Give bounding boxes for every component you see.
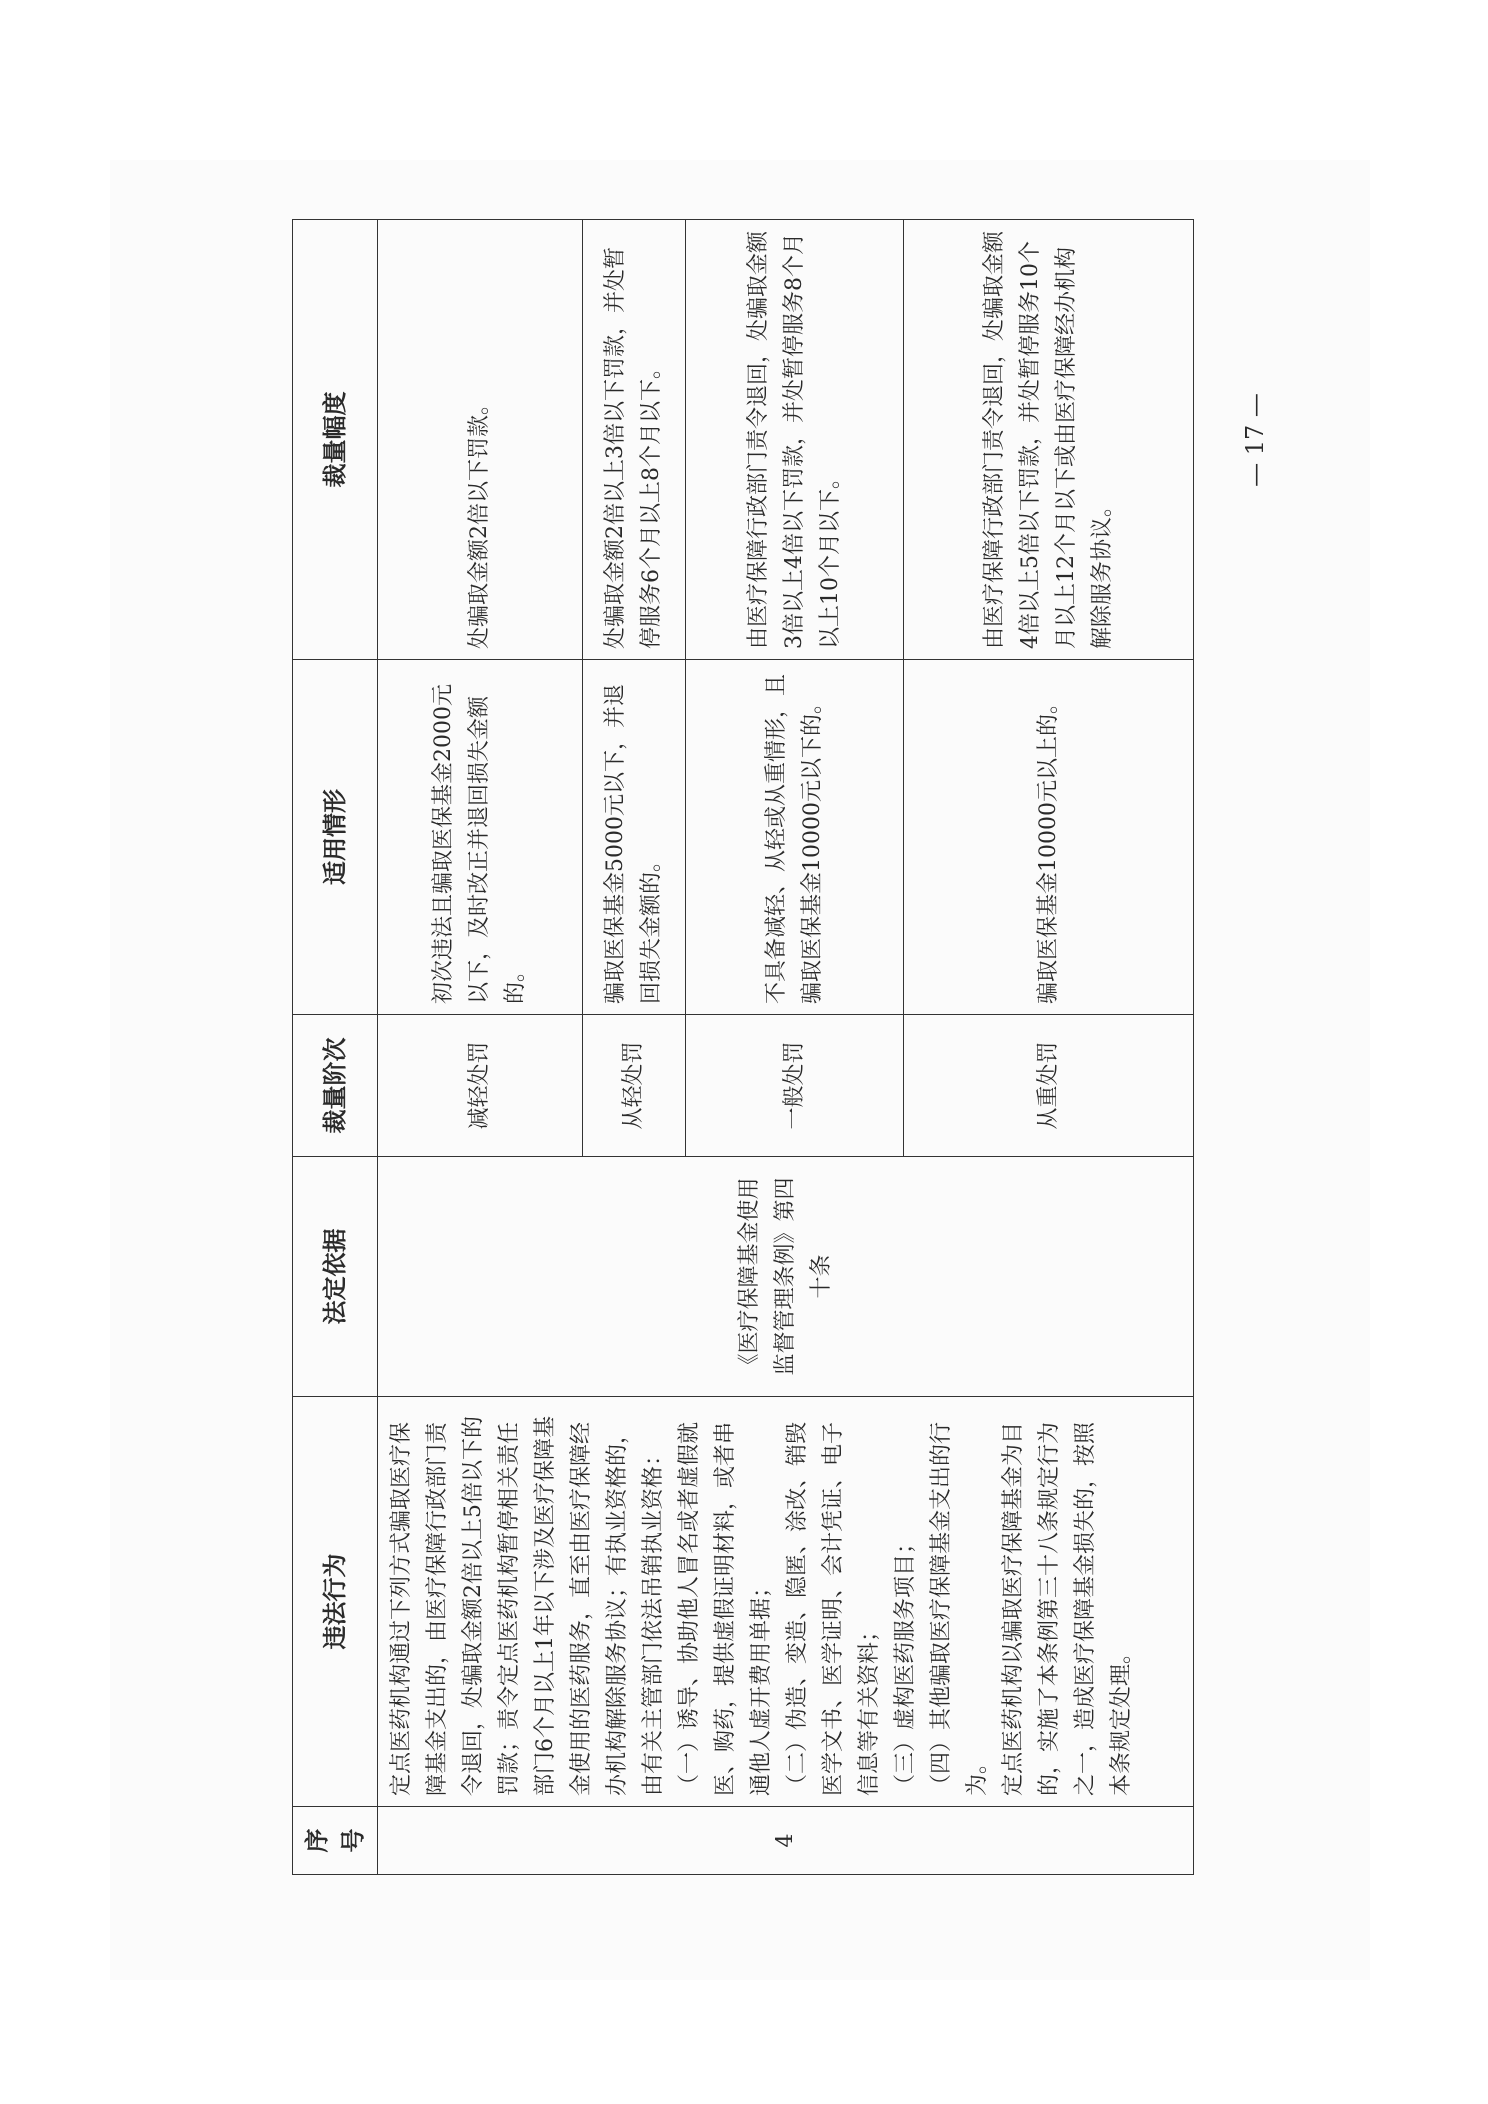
row-seq: 4 [378,1807,1194,1875]
act-paragraph: （三）虚构医药服务项目； [893,1531,918,1796]
act-paragraph: 定点医药机构以骗取医疗保障基金为目的，实施了本条例第三十八条规定行为之一，造成医疗保障基金损失的，按照本条规定处理。 [1001,1421,1134,1796]
legal-basis: 《医疗保障基金使用监督管理条例》第四十条 [378,1157,1194,1397]
situation-aggravated: 骗取医保基金10000元以上的。 [904,660,1194,1015]
range-aggravated: 由医疗保障行政部门责令退回，处骗取金额4倍以上5倍以下罚款，并处暂停服务10个月以上12个月以下或由医疗保障经办机构解除服务协议。 [904,220,1194,660]
header-act: 违法行为 [293,1397,378,1807]
situation-general: 不具备减轻、从轻或从重情形，且骗取医保基金10000元以下的。 [686,660,904,1015]
situation-lenient: 骗取医保基金5000元以下，并退回损失金额的。 [583,660,686,1015]
level-aggravated: 从重处罚 [904,1015,1194,1157]
header-level: 裁量阶次 [293,1015,378,1157]
range-mitigated: 处骗取金额2倍以下罚款。 [378,220,583,660]
range-general: 由医疗保障行政部门责令退回，处骗取金额3倍以上4倍以下罚款，并处暂停服务8个月以上10个月以下。 [686,220,904,660]
header-basis: 法定依据 [293,1157,378,1397]
act-paragraph: （二）伪造、变造、隐匿、涂改、销毁医学文书、医学证明、会计凭证、电子信息等有关资料； [785,1421,882,1796]
penalty-discretion-table [292,219,1194,1875]
table-header-row [293,220,378,1875]
act-paragraph: （一）诱导、协助他人冒名或者虚假就医、购药，提供虚假证明材料，或者串通他人虚开费用单据； [677,1421,774,1796]
range-lenient: 处骗取金额2倍以上3倍以下罚款，并处暂停服务6个月以上8个月以下。 [583,220,686,660]
violation-description [378,1397,1194,1807]
act-paragraph: （四）其他骗取医疗保障基金支出的行为。 [929,1421,990,1796]
level-mitigated: 减轻处罚 [378,1015,583,1157]
header-situation: 适用情形 [293,660,378,1015]
rotated-page-content [292,220,1167,1875]
act-paragraph: 定点医药机构通过下列方式骗取医疗保障基金支出的，由医疗保障行政部门责令退回，处骗取金额2倍以上5倍以下的罚款；责令定点医药机构暂停相关责任部门6个月以上1年以下涉及医疗保障基金使用的医药服务，直至由医疗保障经办机构解除服务协议；有执业资格的，由有关主管部门依法吊销执业资格： [389,1416,666,1796]
level-general: 一般处罚 [686,1015,904,1157]
level-lenient: 从轻处罚 [583,1015,686,1157]
situation-mitigated: 初次违法且骗取医保基金2000元以下，及时改正并退回损失金额的。 [378,660,583,1015]
header-range: 裁量幅度 [293,220,378,660]
table-row [378,220,583,1875]
header-seq: 序号 [293,1807,378,1875]
page-number [1195,393,1315,487]
page-number-text: — 17 — [1241,393,1269,487]
